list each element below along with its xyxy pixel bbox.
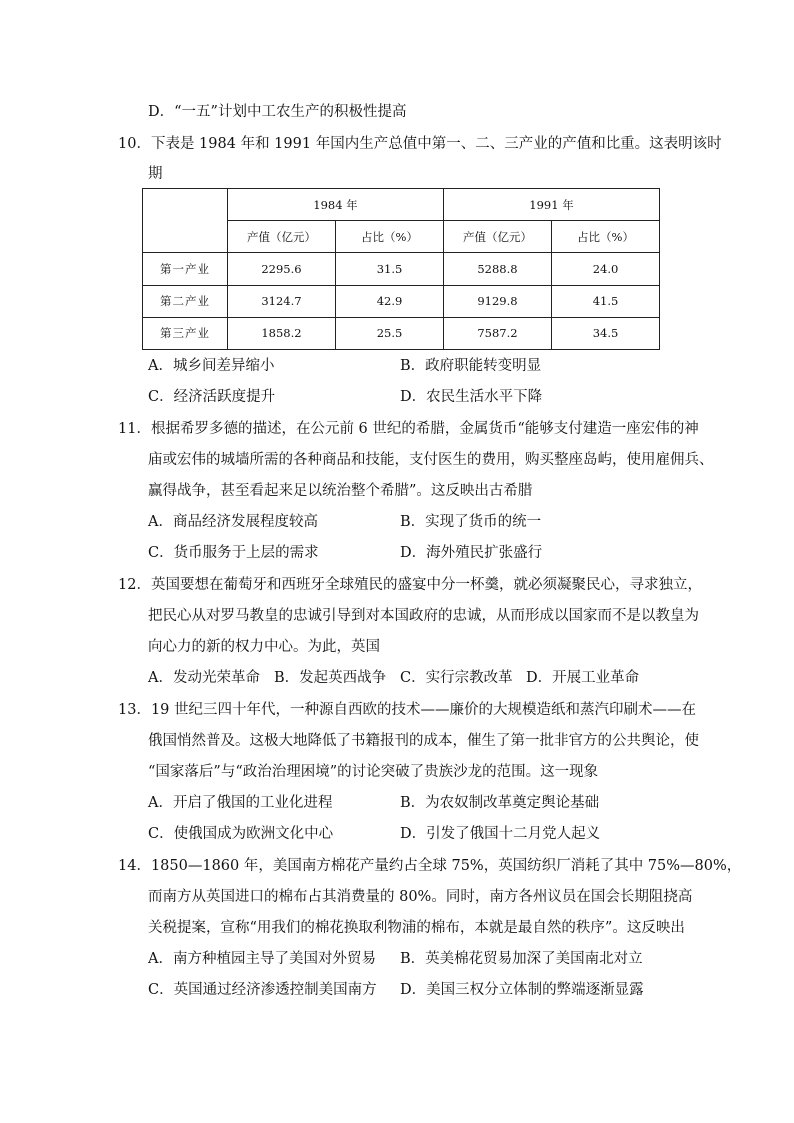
q12-option-b: B．发起英西战争 <box>274 670 387 686</box>
table-row-label: 第二产业 <box>143 285 228 317</box>
q14-option-b: B．英美棉花贸易加深了美国南北对立 <box>400 951 643 967</box>
q14-stem-line3: 关税提案，宣称“用我们的棉花换取利物浦的棉布，本就是最自然的秩序”。这反映出 <box>148 920 685 936</box>
q13-option-d: D．引发了俄国十二月党人起义 <box>400 826 601 842</box>
table-header-1991: 1991 年 <box>443 189 659 221</box>
table-corner-cell <box>143 189 228 253</box>
table-cell: 34.5 <box>552 317 660 349</box>
q10-option-a: A．城乡间差异缩小 <box>148 358 275 374</box>
table-cell: 7587.2 <box>443 317 551 349</box>
table-row-label: 第一产业 <box>143 253 228 285</box>
table-cell: 3124.7 <box>227 285 335 317</box>
table-col-ratio-1991: 占比（%） <box>552 221 660 253</box>
q10-stem-line1: 10．下表是 1984 年和 1991 年国内生产总值中第一、二、三产业的产值和比重。这表明该时 <box>118 136 722 152</box>
q11-stem-line2: 庙或宏伟的城墙所需的各种商品和技能，支付医生的费用，购买整座岛屿，使用雇佣兵、 <box>148 452 714 468</box>
q14-stem-line1: 14．1850—1860 年，美国南方棉花产量约占全球 75%，英国纺织厂消耗了其中 75%—80%， <box>118 858 742 874</box>
table-col-value-1984: 产值（亿元） <box>227 221 335 253</box>
q12-stem-line3: 向心力的新的权力中心。为此，英国 <box>148 639 380 655</box>
q14-stem-line2: 而南方从英国进口的棉布占其消费量的 80%。同时，南方各州议员在国会长期阻挠高 <box>148 889 693 905</box>
q11-option-b: B．实现了货币的统一 <box>400 514 542 530</box>
table-row-label: 第三产业 <box>143 317 228 349</box>
table-cell: 41.5 <box>552 285 660 317</box>
q14-option-c: C．英国通过经济渗透控制美国南方 <box>148 982 377 998</box>
q13-stem-line1: 13．19 世纪三四十年代，一种源自西欧的技术——廉价的大规模造纸和蒸汽印刷术——在 <box>118 702 697 718</box>
table-cell: 2295.6 <box>227 253 335 285</box>
q13-option-c: C．使俄国成为欧洲文化中心 <box>148 826 334 842</box>
table-header-1984: 1984 年 <box>227 189 443 221</box>
q12-stem-line2: 把民心从对罗马教皇的忠诚引导到对本国政府的忠诚，从而形成以国家而不是以教皇为 <box>148 608 699 624</box>
q10-stem-line2: 期 <box>148 166 163 182</box>
table-row <box>143 253 660 285</box>
table-cell: 24.0 <box>552 253 660 285</box>
q12-option-a: A．发动光荣革命 <box>148 670 260 686</box>
table-cell: 25.5 <box>336 317 444 349</box>
q12-option-c: C．实行宗教改革 <box>400 670 513 686</box>
q14-option-d: D．美国三权分立体制的弊端逐渐显露 <box>400 982 644 998</box>
q11-option-c: C．货币服务于上层的需求 <box>148 545 319 561</box>
q13-option-b: B．为农奴制改革奠定舆论基础 <box>400 795 600 811</box>
q11-option-a: A．商品经济发展程度较高 <box>148 514 318 530</box>
q12-stem-line1: 12．英国要想在葡萄牙和西班牙全球殖民的盛宴中分一杯羹，就必须凝聚民心，寻求独立， <box>118 577 702 593</box>
table-cell: 5288.8 <box>443 253 551 285</box>
q11-stem-line3: 赢得战争，甚至看起来足以统治整个希腊”。这反映出古希腊 <box>148 483 533 499</box>
q10-option-b: B．政府职能转变明显 <box>400 358 542 374</box>
table-cell: 31.5 <box>336 253 444 285</box>
q13-stem-line2: 俄国悄然普及。这极大地降低了书籍报刊的成本，催生了第一批非官方的公共舆论，使 <box>148 733 699 749</box>
table-row <box>143 317 660 349</box>
table-cell: 9129.8 <box>443 285 551 317</box>
q12-option-d: D．开展工业革命 <box>526 670 640 686</box>
q13-option-a: A．开启了俄国的工业化进程 <box>148 795 333 811</box>
q11-option-d: D．海外殖民扩张盛行 <box>400 545 543 561</box>
table-row <box>143 285 660 317</box>
table-col-ratio-1984: 占比（%） <box>336 221 444 253</box>
table-col-value-1991: 产值（亿元） <box>443 221 551 253</box>
q9-option-d: D．“一五”计划中工农生产的积极性提高 <box>148 104 407 120</box>
q11-stem-line1: 11．根据希罗多德的描述，在公元前 6 世纪的希腊，金属货币“能够支付建造一座宏伟的神 <box>118 421 699 437</box>
q14-option-a: A．南方种植园主导了美国对外贸易 <box>148 951 376 967</box>
q10-option-d: D．农民生活水平下降 <box>400 389 543 405</box>
q10-data-table <box>142 188 660 350</box>
table-cell: 42.9 <box>336 285 444 317</box>
q10-option-c: C．经济活跃度提升 <box>148 389 276 405</box>
table-cell: 1858.2 <box>227 317 335 349</box>
q13-stem-line3: “国家落后”与“政治治理困境”的讨论突破了贵族沙龙的范围。这一现象 <box>148 764 599 780</box>
